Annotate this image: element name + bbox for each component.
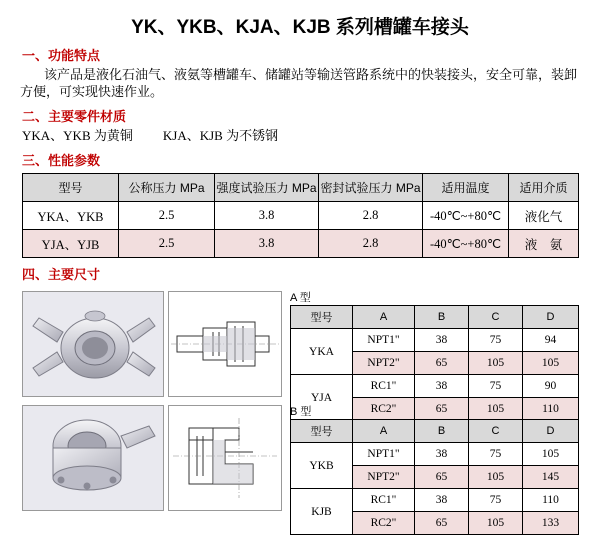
drawing-type-b <box>168 405 282 511</box>
cell-a: RC2" <box>353 398 415 421</box>
cell-strength-pressure: 3.8 <box>215 230 319 258</box>
dimension-table-a <box>290 305 579 421</box>
section-heading-performance: 三、性能参数 <box>22 153 101 168</box>
photo-type-b-graphic <box>23 406 163 510</box>
col-a: A <box>353 306 415 329</box>
cell-b: 38 <box>415 489 469 512</box>
cell-temperature: -40℃~+80℃ <box>423 230 509 258</box>
col-b: B <box>415 420 469 443</box>
cell-medium: 液 氨 <box>509 230 579 258</box>
dimension-table-b <box>290 419 579 535</box>
cell-a: NPT1" <box>353 329 415 352</box>
cell-seal-pressure: 2.8 <box>319 230 423 258</box>
col-c: C <box>469 420 523 443</box>
table-header-row <box>291 420 579 443</box>
cell-c: 105 <box>469 466 523 489</box>
col-temperature: 适用温度 <box>423 174 509 202</box>
table-row <box>23 202 579 230</box>
table-row <box>23 230 579 258</box>
cell-nominal-pressure: 2.5 <box>119 202 215 230</box>
cell-d: 90 <box>523 375 579 398</box>
cell-b: 38 <box>415 375 469 398</box>
cell-model: YKA、YKB <box>23 202 119 230</box>
col-strength-pressure: 强度试验压力 MPa <box>215 174 319 202</box>
table-header-row <box>291 306 579 329</box>
col-model: 型号 <box>23 174 119 202</box>
col-seal-pressure: 密封试验压力 MPa <box>319 174 423 202</box>
cell-strength-pressure: 3.8 <box>215 202 319 230</box>
table-header-row <box>23 174 579 202</box>
cell-b: 65 <box>415 512 469 535</box>
cell-model: YJA <box>291 375 353 421</box>
cell-d: 145 <box>523 466 579 489</box>
caption-type-a: A 型 <box>290 292 311 304</box>
cell-a: NPT1" <box>353 443 415 466</box>
cell-d: 105 <box>523 443 579 466</box>
cell-model: YKB <box>291 443 353 489</box>
cell-c: 75 <box>469 489 523 512</box>
photo-type-a <box>22 291 164 397</box>
col-model: 型号 <box>291 420 353 443</box>
cell-c: 105 <box>469 398 523 421</box>
col-medium: 适用介质 <box>509 174 579 202</box>
material-line <box>22 127 600 144</box>
col-b: B <box>415 306 469 329</box>
cell-medium: 液化气 <box>509 202 579 230</box>
features-paragraph: 该产品是液化石油气、液氨等槽罐车、储罐站等输送管路系统中的快装接头，安全可靠，装卸方便，可实现快速作业。 <box>20 67 578 99</box>
cell-b: 65 <box>415 352 469 375</box>
cell-model: YKA <box>291 329 353 375</box>
col-d: D <box>523 306 579 329</box>
performance-table <box>22 173 579 258</box>
section-heading-features: 一、功能特点 <box>22 48 101 63</box>
cell-model: YJA、YJB <box>23 230 119 258</box>
drawing-type-a-graphic <box>169 292 281 396</box>
table-row <box>291 375 579 398</box>
cell-b: 65 <box>415 466 469 489</box>
page-title: YK、YKB、KJA、KJB 系列槽罐车接头 <box>131 17 469 38</box>
drawing-type-b-graphic <box>169 406 281 510</box>
table-row <box>291 489 579 512</box>
cell-nominal-pressure: 2.5 <box>119 230 215 258</box>
caption-type-b: B 型 <box>290 406 312 418</box>
photo-type-a-graphic <box>23 292 163 396</box>
cell-temperature: -40℃~+80℃ <box>423 202 509 230</box>
cell-c: 75 <box>469 375 523 398</box>
col-c: C <box>469 306 523 329</box>
table-row <box>291 329 579 352</box>
cell-c: 75 <box>469 329 523 352</box>
cell-b: 38 <box>415 443 469 466</box>
cell-b: 65 <box>415 398 469 421</box>
col-model: 型号 <box>291 306 353 329</box>
cell-d: 110 <box>523 398 579 421</box>
drawing-type-a <box>168 291 282 397</box>
cell-a: RC1" <box>353 375 415 398</box>
col-a: A <box>353 420 415 443</box>
cell-d: 94 <box>523 329 579 352</box>
material-brass-text: YKA、YKB 为黄铜 <box>22 128 133 143</box>
cell-seal-pressure: 2.8 <box>319 202 423 230</box>
section-heading-dimensions: 四、主要尺寸 <box>22 267 101 282</box>
cell-d: 110 <box>523 489 579 512</box>
cell-c: 105 <box>469 512 523 535</box>
cell-model: KJB <box>291 489 353 535</box>
cell-c: 105 <box>469 352 523 375</box>
cell-a: NPT2" <box>353 466 415 489</box>
cell-c: 75 <box>469 443 523 466</box>
cell-d: 105 <box>523 352 579 375</box>
cell-d: 133 <box>523 512 579 535</box>
section-heading-material: 二、主要零件材质 <box>22 109 127 124</box>
material-steel-text: KJA、KJB 为不锈钢 <box>162 128 279 143</box>
cell-a: NPT2" <box>353 352 415 375</box>
cell-a: RC2" <box>353 512 415 535</box>
cell-b: 38 <box>415 329 469 352</box>
photo-type-b <box>22 405 164 511</box>
cell-a: RC1" <box>353 489 415 512</box>
col-nominal-pressure: 公称压力 MPa <box>119 174 215 202</box>
table-row <box>291 443 579 466</box>
col-d: D <box>523 420 579 443</box>
